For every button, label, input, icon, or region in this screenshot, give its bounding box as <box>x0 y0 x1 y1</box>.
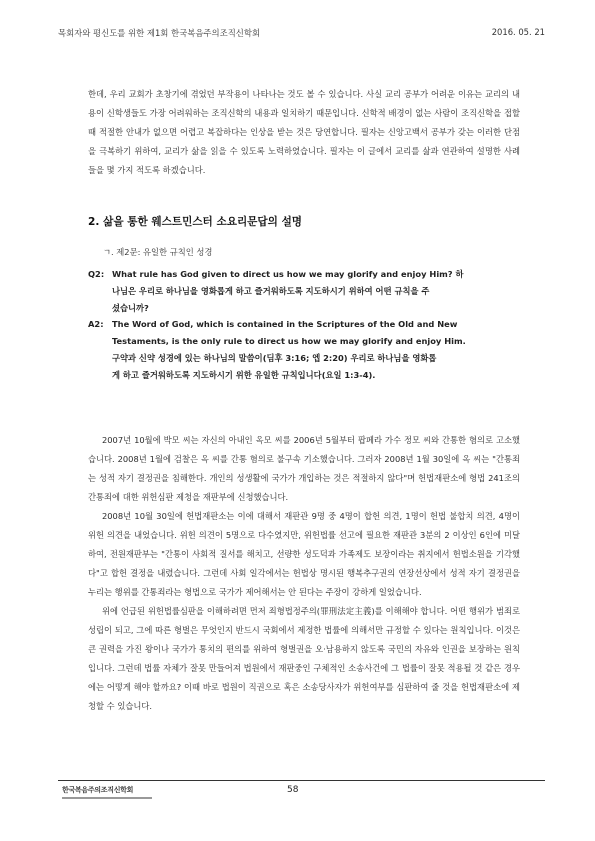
question-text <box>108 266 520 316</box>
subsection-title: ㄱ. 제2문: 유일한 규칙인 성경 <box>103 247 213 257</box>
question-item <box>88 266 520 316</box>
header-date: 2016. 05. 21 <box>491 27 545 37</box>
page-number: 58 <box>287 785 299 795</box>
answer-line: Testaments, is the only rule to direct us how we may glorify and enjoy Him. <box>112 336 466 347</box>
answer-label: A2: <box>88 319 104 330</box>
body-paragraph: 2007년 10월에 박모 씨는 자신의 아내인 옥모 씨를 2006년 5월부터 팝페라 가수 정모 씨와 간통한 혐의로 고소했습니다. 2008년 1월에 검찰은 옥 씨를 간통 혐의로 불구속 기소했습니다. 그러자 2008년 1월 30일에 옥 씨는 "간통죄는 성적 자기 결정권을 침해한다. 개인의 성생활에 국가가 개입하는 것은 적절하지 않다"며 헌법재판소에 형법 241조의 간통죄에 대한 위헌심판 제청을 재판부에 신청했습니다. <box>88 435 520 502</box>
intro-paragraph: 한데, 우리 교회가 초창기에 겪었던 부작용이 나타나는 것도 볼 수 있습니다. 사실 교리 공부가 어려운 이유는 교리의 내용이 신학생들도 가장 어려워하는 조직신학의 내용과 일치하기 때문입니다. 신학적 배경이 없는 사람이 조직신학을 접할 때 적절한 안내가 없으면 어렵고 복잡하다는 인상을 받는 것은 당연합니다. 필자는 신앙고백서 공부가 갖는 이러한 단점을 극복하기 위하여, 교리가 삶을 읽을 수 있도록 노력하였습니다. 필자는 이 글에서 교리를 삶과 연관하여 설명한 사례들을 몇 가지 적도록 하겠습니다. <box>88 89 520 175</box>
answer-text <box>108 316 520 383</box>
answer-line: The Word of God, which is contained in the Scriptures of the Old and New <box>112 319 458 330</box>
question-label: Q2: <box>88 269 105 279</box>
catechism-qa <box>88 266 520 384</box>
intro-block <box>88 85 520 180</box>
section-title: 2. 삶을 통한 웨스트민스터 소요리문답의 설명 <box>88 216 303 228</box>
question-line: 나님은 우리로 하나님을 영화롭게 하고 즐거워하도록 지도하시기 위하여 어떤 규칙을 주 <box>112 285 430 296</box>
body-block <box>88 431 520 716</box>
page-header <box>58 27 545 39</box>
body-paragraph: 위에 언급된 위헌법률심판을 이해하려면 먼저 죄형법정주의(罪刑法定主義)를 이해해야 합니다. 어떤 행위가 범죄로 성립이 되고, 그에 따른 형벌은 무엇인지 반드시 국회에서 제정한 법률에 의해서만 규정할 수 있다는 원칙입니다. 이것은 큰 권력을 가진 왕이나 국가가 통치의 편의를 위하여 형벌권을 오·남용하지 않도록 국민의 자유와 인권을 보장하는 원칙입니다. 그런데 법률 자체가 잘못 만들어져 법원에서 재판중인 구체적인 소송사건에 그 법률이 잘못 적용될 것 같은 경우에는 어떻게 해야 할까요? 이때 바로 법원이 직권으로 혹은 소송당사자가 위헌여부를 심판하여 줄 것을 헌법재판소에 제청할 수 있습니다. <box>88 606 520 711</box>
footer-divider <box>58 780 545 781</box>
answer-line: 게 하고 즐거워하도록 지도하시기 위한 유일한 규칙입니다(요일 1:3-4). <box>112 369 376 380</box>
society-logo <box>62 785 162 803</box>
logo-text: 한국복음주의조직신학회 <box>62 785 134 794</box>
question-line: 셨습니까? <box>112 302 149 313</box>
question-line: What rule has God given to direct us how we may glorify and enjoy Him? 하 <box>112 269 464 279</box>
header-title: 목회자와 평신도를 위한 제1회 한국복음주의조직신학회 <box>58 28 261 38</box>
body-paragraph: 2008년 10월 30일에 헌법재판소는 이에 대해서 재판관 9명 중 4명이 합헌 의견, 1명이 헌법 불합치 의견, 4명이 위헌 의견을 내었습니다. 위헌 의견이 5명으로 다수였지만, 위헌법률 선고에 필요한 재판관 3분의 2 이상인 6인에 미달하여, 전원재판부는 "간통이 사회적 질서를 해치고, 선량한 성도덕과 가족제도 보장이라는 취지에서 헌법소원을 기각했다"고 합헌 결정을 내렸습니다. 그런데 사회 일각에서는 헌법상 명시된 행복추구권의 연장선상에서 성적 자기 결정권을 누리는 행위를 간통죄라는 형법으로 국가가 제어해서는 안 된다는 주장이 강하게 일었습니다. <box>88 511 521 597</box>
answer-item <box>88 316 520 383</box>
logo-underline <box>62 797 152 799</box>
answer-line: 구약과 신약 성경에 있는 하나님의 말씀이(딤후 3:16; 엡 2:20) 우리로 하나님을 영화롭 <box>112 352 437 363</box>
